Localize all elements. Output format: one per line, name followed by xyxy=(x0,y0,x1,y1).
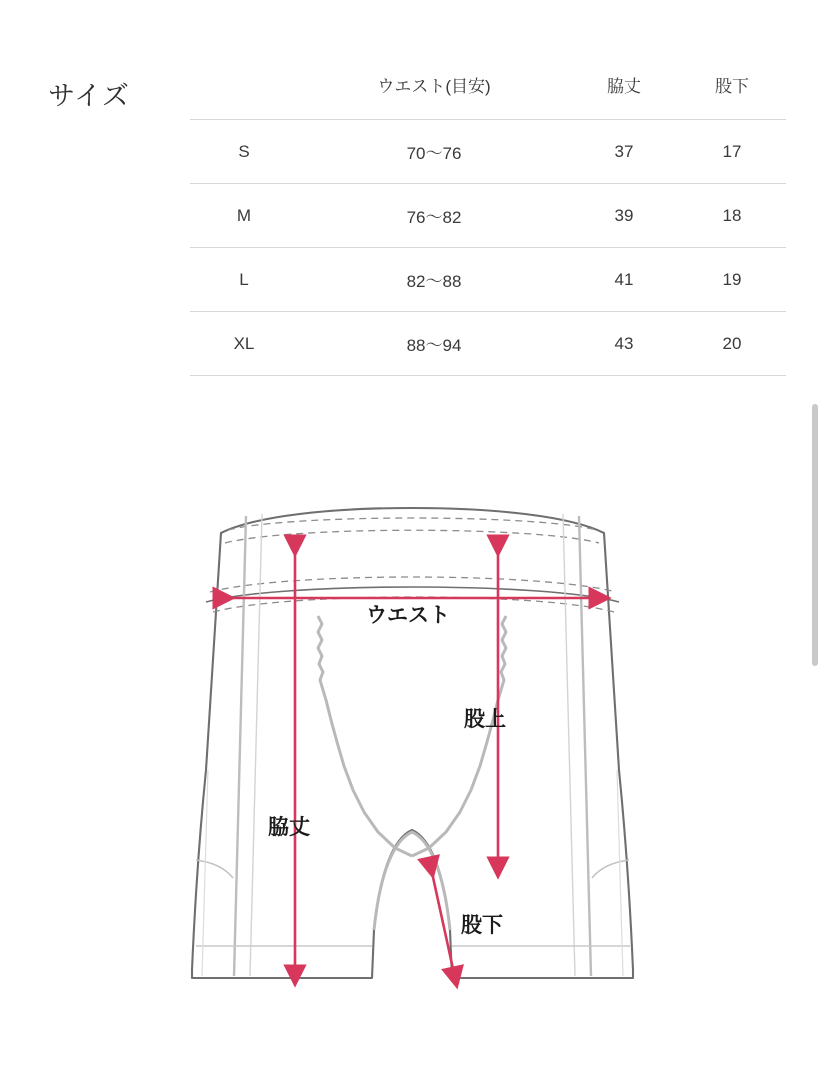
table-row xyxy=(190,248,786,312)
shorts-illustration xyxy=(192,508,633,978)
cell-inseam: 19 xyxy=(678,248,786,312)
size-chart-section xyxy=(0,60,827,376)
column-header-waist: ウエスト(目安) xyxy=(377,77,491,96)
cell-size: S xyxy=(190,120,298,184)
cell-inseam: 18 xyxy=(678,184,786,248)
measurement-diagram xyxy=(0,470,827,1050)
size-table xyxy=(190,60,786,376)
cell-inseam: 20 xyxy=(678,312,786,376)
table-row xyxy=(190,184,786,248)
cell-side-length: 37 xyxy=(570,120,678,184)
cell-waist: 82〜88 xyxy=(298,248,570,312)
cell-size: XL xyxy=(190,312,298,376)
cell-size: M xyxy=(190,184,298,248)
cell-side-length: 43 xyxy=(570,312,678,376)
column-header-inseam: 股下 xyxy=(715,77,749,96)
cell-waist: 70〜76 xyxy=(298,120,570,184)
cell-inseam: 17 xyxy=(678,120,786,184)
label-waist: ウエスト xyxy=(366,604,450,627)
cell-waist: 76〜82 xyxy=(298,184,570,248)
cell-waist: 88〜94 xyxy=(298,312,570,376)
column-header-size xyxy=(190,60,298,120)
table-row xyxy=(190,120,786,184)
column-header-side-length: 脇丈 xyxy=(607,77,641,96)
label-inseam: 股下 xyxy=(461,914,503,937)
cell-side-length: 41 xyxy=(570,248,678,312)
label-side-length: 脇丈 xyxy=(268,816,310,839)
table-row xyxy=(190,312,786,376)
cell-size: L xyxy=(190,248,298,312)
label-rise: 股上 xyxy=(464,708,506,731)
table-header-row xyxy=(190,60,786,120)
size-section-title: サイズ xyxy=(48,81,130,111)
cell-side-length: 39 xyxy=(570,184,678,248)
